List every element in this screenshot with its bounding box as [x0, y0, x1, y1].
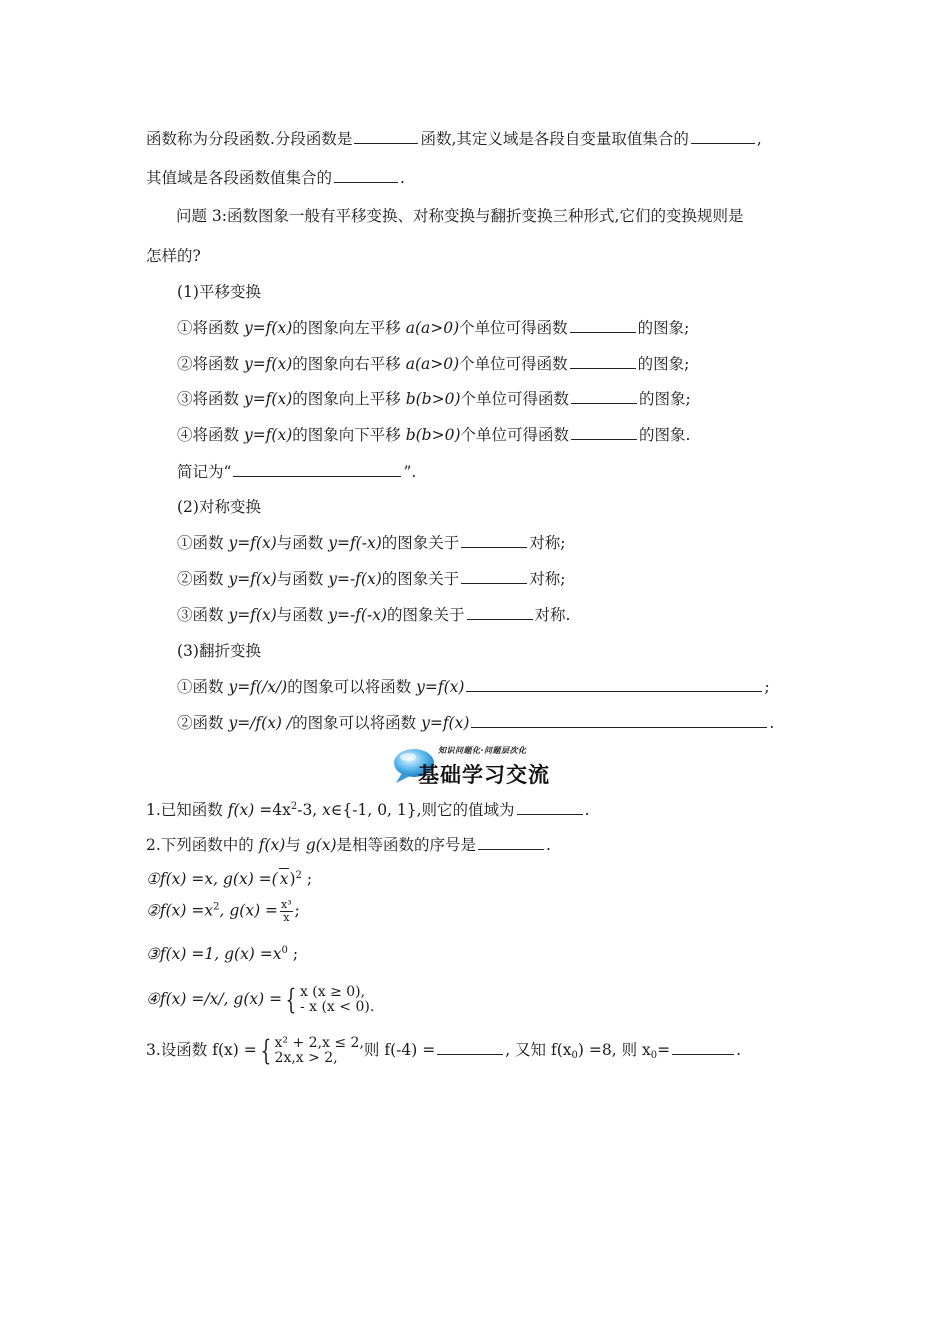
option-3	[146, 944, 298, 964]
item-text: , 又知 f(x	[505, 1041, 572, 1059]
translation-item-3	[177, 389, 691, 409]
item-text: 3.设函数 f(x) =	[146, 1041, 257, 1059]
answer-blank[interactable]	[570, 354, 636, 369]
formula: ③f(x) =1, g(x) =x	[146, 945, 282, 963]
answer-blank[interactable]	[233, 462, 401, 477]
subscript: 0	[650, 1050, 658, 1061]
formula: -3,	[297, 801, 323, 819]
answer-blank[interactable]	[467, 605, 533, 620]
item-text: .	[769, 714, 775, 732]
formula: y=f(x)	[243, 426, 293, 444]
banner-subtitle: 知识问题化·问题层次化	[438, 746, 527, 755]
intro-text: 函数,其定义域是各段自变量取值集合的	[420, 130, 689, 148]
answer-blank[interactable]	[571, 425, 637, 440]
item-text: ①函数	[177, 678, 229, 696]
translation-item-4	[177, 425, 690, 445]
item-text: ②函数	[177, 570, 229, 588]
item-text: =	[657, 1041, 671, 1059]
answer-blank[interactable]	[471, 713, 767, 728]
answer-blank[interactable]	[466, 677, 762, 692]
symmetry-item-1	[177, 533, 566, 553]
formula: ①f(x) =x, g(x) =(	[146, 870, 278, 888]
formula: y=f(-x)	[328, 534, 382, 552]
answer-blank[interactable]	[437, 1040, 503, 1055]
item-text: ;	[764, 678, 770, 696]
item-text: ) =8, 则 x	[577, 1041, 651, 1059]
item-text: 的图象向右平移	[292, 355, 406, 373]
item-text: ;	[294, 901, 300, 920]
item-text: 的图象;	[637, 319, 690, 337]
translation-heading: (1)平移变换	[177, 283, 261, 301]
piecewise-cases	[275, 1036, 364, 1066]
item-text: ④将函数	[177, 426, 244, 444]
section-banner	[392, 745, 562, 787]
item-text: 个单位可得函数	[460, 426, 570, 444]
subscript: 0	[571, 1050, 578, 1061]
flip-item-2	[177, 713, 774, 733]
formula: y=f(x)	[416, 678, 465, 696]
item-text: ③函数	[177, 606, 229, 624]
brace-symbol: {	[285, 983, 297, 1016]
formula: x	[322, 801, 331, 819]
item-text: .	[736, 1041, 742, 1059]
formula: y=f(x)	[243, 319, 293, 337]
item-text: 个单位可得函数	[459, 319, 568, 337]
formula: x	[279, 870, 289, 888]
formula: y=f(x)	[228, 534, 277, 552]
item-text: 的图象.	[639, 426, 691, 444]
item-text: ①函数	[177, 534, 229, 552]
formula: b(b>0)	[405, 390, 461, 408]
item-text: 与函数	[276, 534, 329, 552]
item-text: ②将函数	[177, 355, 244, 373]
symmetry-item-2	[177, 569, 566, 589]
item-text: ∈{-1, 0, 1},则它的值域为	[330, 801, 515, 819]
formula: y=f(x)	[243, 355, 293, 373]
superscript: 2	[213, 901, 220, 913]
sqrt-symbol	[279, 868, 290, 889]
case-line: - x (x < 0).	[299, 999, 375, 1015]
formula: y=-f(-x)	[328, 606, 387, 624]
item-text: 对称.	[534, 606, 571, 624]
answer-blank[interactable]	[334, 168, 398, 183]
formula: y=f(x)	[421, 714, 470, 732]
case-line: 2x,x > 2,	[274, 1050, 338, 1066]
piecewise-cases	[300, 985, 374, 1015]
answer-blank[interactable]	[517, 800, 583, 815]
item-text: 2.下列函数中的	[146, 836, 259, 854]
item-text: ;	[301, 870, 313, 888]
item-text: ①将函数	[177, 319, 244, 337]
formula: ②f(x) =x	[146, 901, 214, 920]
item-text: 的图象关于	[387, 606, 465, 624]
item-text: 的图象关于	[381, 570, 460, 588]
intro-text: 函数称为分段函数.分段函数是	[146, 130, 353, 148]
formula: ④f(x) =/x/, g(x) =	[146, 990, 283, 1008]
item-text: .	[546, 836, 551, 854]
question-3-title: 问题 3:函数图象一般有平移变换、对称变换与翻折变换三种形式,它们的变换规则是	[176, 207, 744, 225]
item-text: 与函数	[276, 606, 329, 624]
fraction-numerator: x³	[281, 898, 292, 911]
formula: f(x)	[227, 801, 255, 819]
answer-blank[interactable]	[672, 1040, 734, 1055]
formula: , g(x) =	[219, 901, 279, 920]
superscript: 2	[290, 801, 298, 812]
formula: y=/f(x) /	[228, 714, 293, 732]
formula: y=-f(x)	[328, 570, 382, 588]
exercise-1	[146, 800, 590, 820]
item-text: 与	[285, 836, 306, 854]
formula: )	[289, 870, 296, 888]
formula: f(x)	[258, 836, 286, 854]
superscript: 0	[281, 945, 288, 956]
symmetry-item-3	[177, 605, 570, 625]
item-text: ③将函数	[177, 390, 244, 408]
intro-line-2	[146, 168, 405, 188]
item-text: 1.已知函数	[146, 801, 228, 819]
intro-text: 其值域是各段函数值集合的	[146, 169, 333, 187]
formula: =4x	[254, 801, 291, 819]
fraction	[280, 899, 293, 924]
item-text: 个单位可得函数	[459, 355, 568, 373]
translation-summary	[177, 462, 416, 482]
item-text: 个单位可得函数	[460, 390, 570, 408]
exercise-2	[146, 835, 551, 855]
fraction-denominator: x	[283, 911, 290, 924]
item-text: 对称;	[529, 534, 566, 552]
item-text: 对称;	[529, 570, 566, 588]
item-text: 的图象向上平移	[292, 390, 406, 408]
item-text: ②函数	[177, 714, 229, 732]
answer-blank[interactable]	[570, 318, 636, 333]
formula: y=f(x)	[243, 390, 293, 408]
item-text: 的图象可以将函数	[292, 714, 422, 732]
item-text: .	[584, 801, 590, 819]
item-text: 的图象;	[637, 355, 690, 373]
item-text: ”.	[403, 463, 417, 481]
translation-item-1	[177, 318, 689, 338]
item-text: 的图象可以将函数	[287, 678, 417, 696]
item-text: 是相等函数的序号是	[336, 836, 477, 854]
option-1	[146, 868, 312, 889]
intro-text: .	[400, 169, 405, 187]
symmetry-heading: (2)对称变换	[177, 498, 261, 516]
banner-title: 基础学习交流	[418, 763, 550, 787]
exercise-3	[146, 1036, 741, 1066]
answer-blank[interactable]	[571, 389, 637, 404]
answer-blank[interactable]	[691, 129, 755, 144]
item-text: 简记为“	[177, 463, 232, 481]
answer-blank[interactable]	[354, 129, 418, 144]
option-4	[146, 985, 374, 1015]
item-text: 的图象关于	[381, 534, 460, 552]
flip-item-1	[177, 677, 770, 697]
item-text: ;	[287, 945, 299, 963]
intro-text: ,	[756, 130, 762, 148]
answer-blank[interactable]	[461, 533, 527, 548]
brace-symbol: {	[260, 1034, 271, 1067]
option-2	[146, 899, 300, 924]
answer-blank[interactable]	[461, 569, 527, 584]
item-text: 的图象向左平移	[292, 319, 406, 337]
item-text: 的图象;	[639, 390, 691, 408]
flip-heading: (3)翻折变换	[177, 642, 261, 660]
formula: a(a>0)	[405, 319, 460, 337]
case-line: x² + 2,x ≤ 2,	[274, 1035, 364, 1051]
item-text: 则 f(-4) =	[363, 1041, 436, 1059]
formula: y=f(x)	[228, 606, 277, 624]
intro-line-1	[146, 129, 762, 149]
question-3-title-cont: 怎样的?	[146, 247, 201, 265]
answer-blank[interactable]	[478, 835, 544, 850]
formula: y=f(x)	[228, 570, 277, 588]
formula: g(x)	[305, 836, 337, 854]
item-text: 的图象向下平移	[292, 426, 406, 444]
formula: a(a>0)	[405, 355, 460, 373]
item-text: 与函数	[276, 570, 329, 588]
formula: y=f(/x/)	[228, 678, 288, 696]
translation-item-2	[177, 354, 689, 374]
formula: b(b>0)	[405, 426, 461, 444]
superscript: 2	[295, 870, 302, 881]
case-line: x (x ≥ 0),	[299, 984, 366, 1000]
